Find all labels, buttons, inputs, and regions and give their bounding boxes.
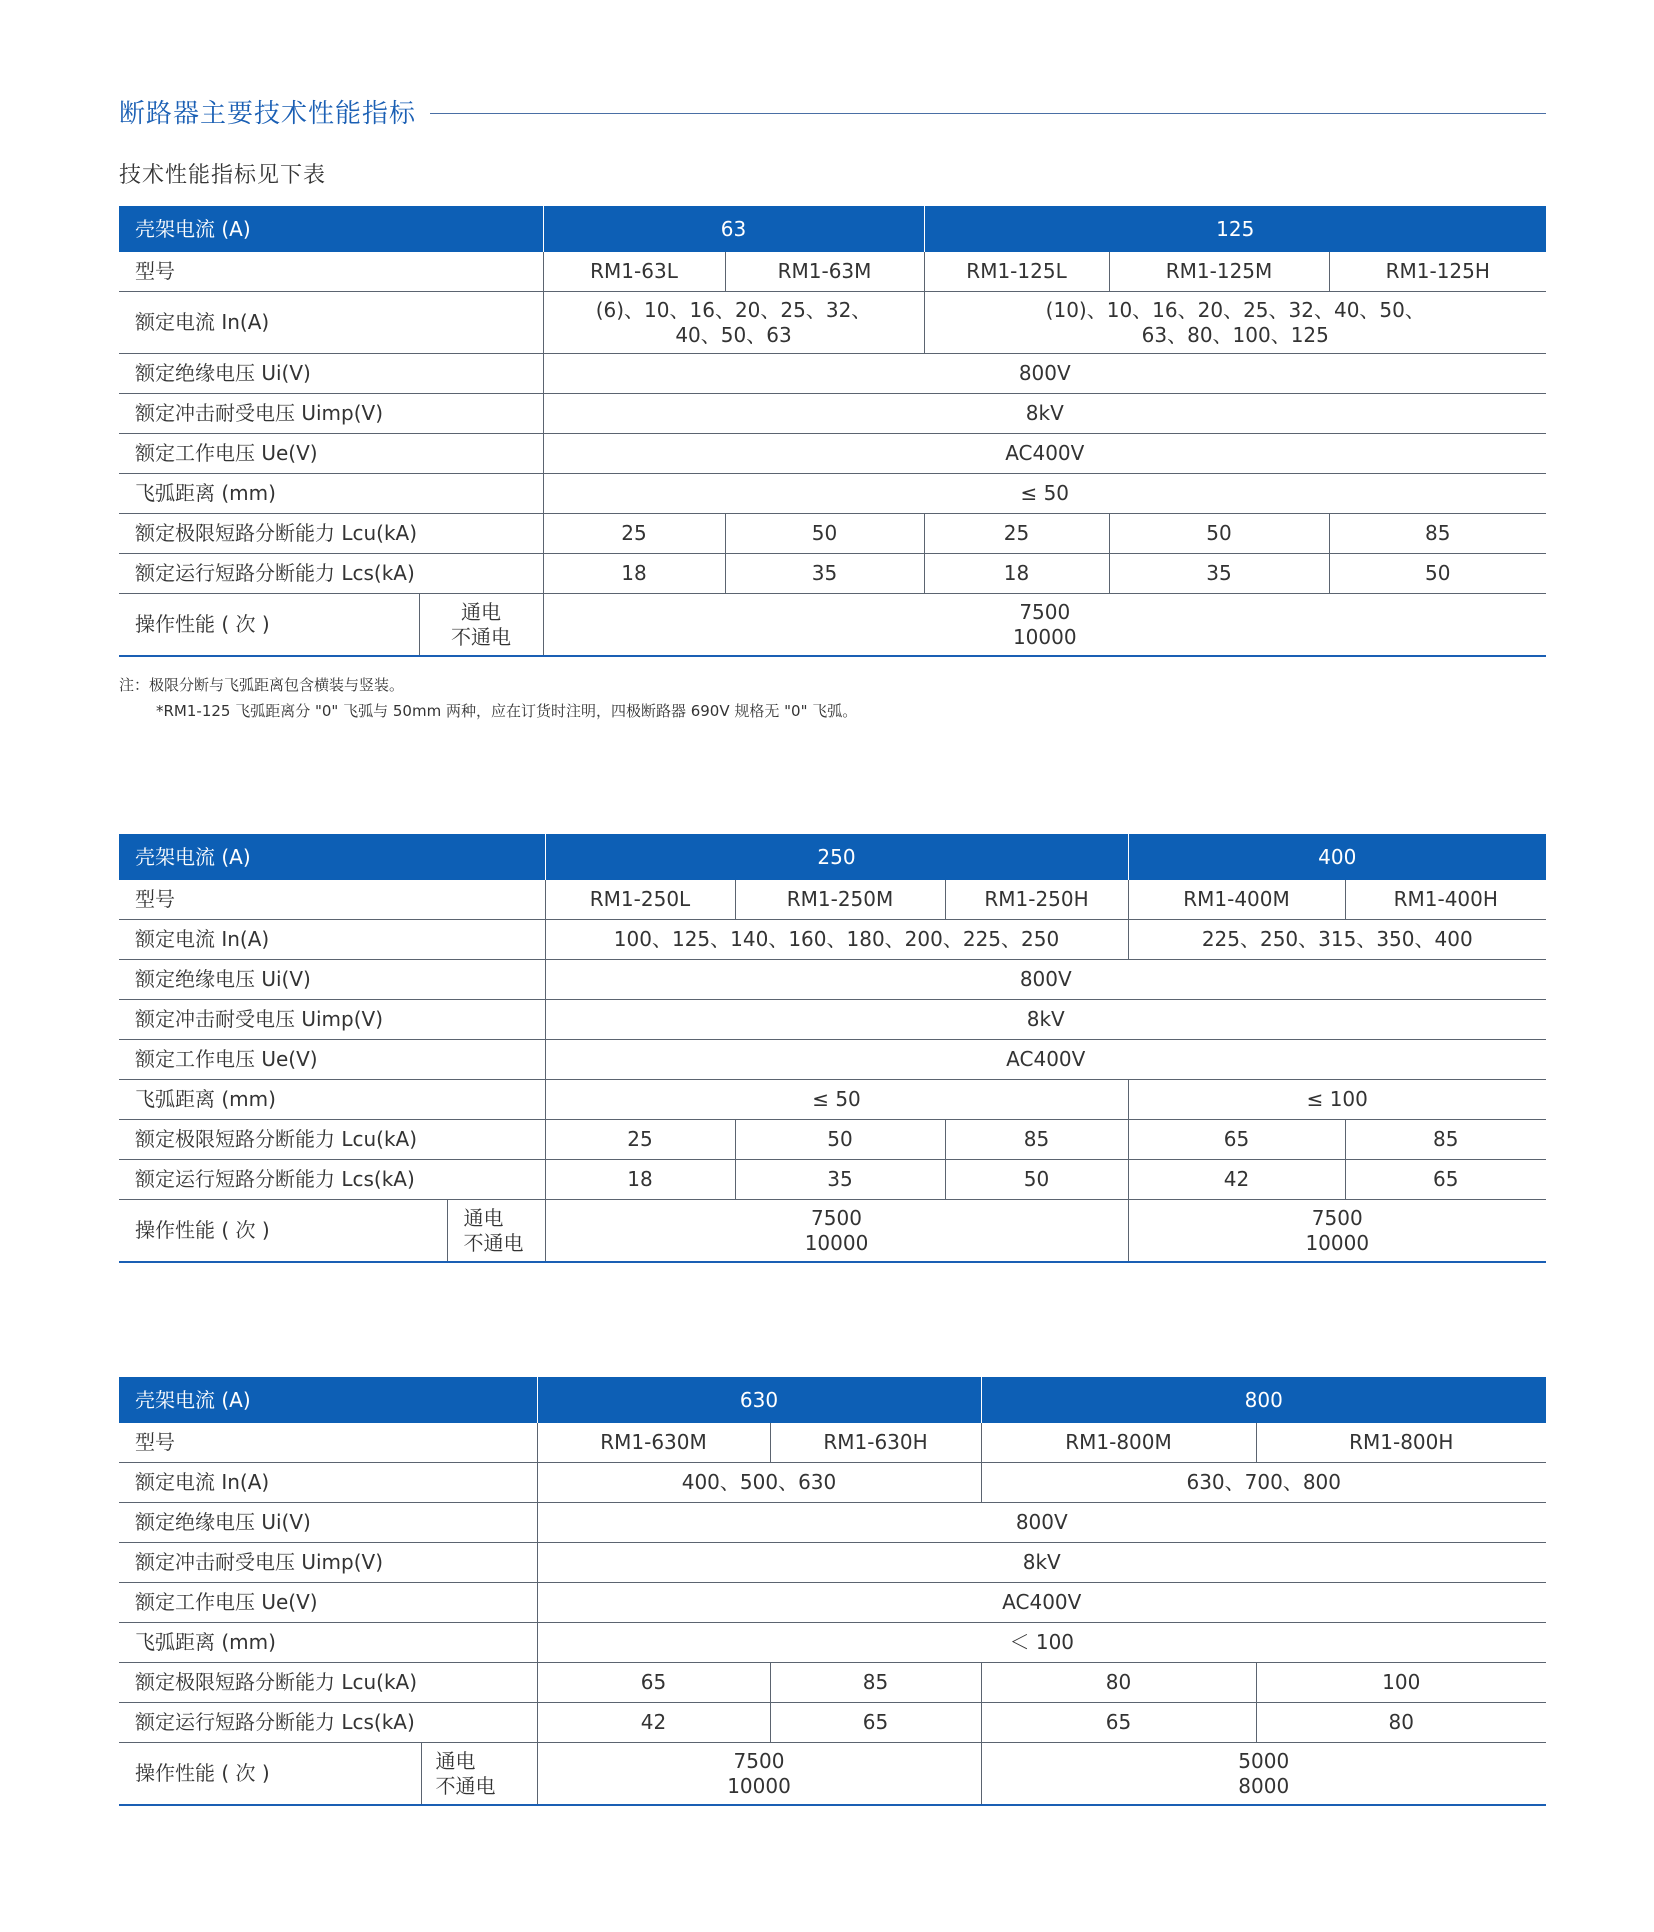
value-line: 10000	[1012, 624, 1077, 649]
uimp-value: 8kV	[537, 1543, 1546, 1583]
ue-label: 额定工作电压 Ue(V)	[119, 434, 543, 474]
model-cell: RM1-63L	[543, 252, 725, 292]
model-label: 型号	[119, 252, 543, 292]
table-header-row	[119, 206, 1546, 252]
lcs-cell: 50	[945, 1160, 1128, 1200]
frame-125: 125	[924, 206, 1546, 252]
lcu-cell: 85	[1329, 514, 1546, 554]
ue-value: AC400V	[537, 1583, 1546, 1623]
table-row	[119, 514, 1546, 554]
arc-label: 飞弧距离 (mm)	[119, 1623, 537, 1663]
powered-label: 通电	[463, 1205, 504, 1230]
frame-label: 壳架电流 (A)	[119, 1377, 537, 1423]
frame-630: 630	[537, 1377, 981, 1423]
rated-current-label: 额定电流 In(A)	[119, 920, 545, 960]
frame-400: 400	[1128, 834, 1546, 880]
table-row	[119, 1080, 1546, 1120]
lcu-cell: 80	[981, 1663, 1256, 1703]
lcu-cell: 85	[945, 1120, 1128, 1160]
model-label: 型号	[119, 1423, 537, 1463]
ops-value	[543, 594, 1546, 657]
ui-label: 额定绝缘电压 Ui(V)	[119, 1503, 537, 1543]
section-title-text: 断路器主要技术性能指标	[119, 99, 417, 129]
value-line: 10000	[1305, 1230, 1370, 1255]
title-divider	[430, 113, 1546, 114]
table-row	[119, 434, 1546, 474]
table-row	[119, 292, 1546, 354]
table-row	[119, 960, 1546, 1000]
model-cell: RM1-250M	[735, 880, 945, 920]
lcs-cell: 50	[1329, 554, 1546, 594]
value-line: 63、80、100、125	[1141, 322, 1329, 347]
table-row	[119, 1200, 1546, 1263]
model-cell: RM1-400H	[1345, 880, 1546, 920]
model-cell: RM1-250L	[545, 880, 735, 920]
table-row	[119, 1623, 1546, 1663]
table-row	[119, 1663, 1546, 1703]
ui-label: 额定绝缘电压 Ui(V)	[119, 960, 545, 1000]
table-row	[119, 880, 1546, 920]
powered-label: 通电	[461, 599, 501, 624]
ops-250-value	[545, 1200, 1128, 1263]
value-line: (10)、10、16、20、25、32、40、50、	[1045, 297, 1425, 322]
model-cell: RM1-63M	[725, 252, 924, 292]
lcs-cell: 65	[770, 1703, 981, 1743]
value-line: 7500	[1311, 1205, 1363, 1230]
value-line: 7500	[733, 1748, 785, 1773]
frame-800: 800	[981, 1377, 1546, 1423]
ops-400-value	[1128, 1200, 1546, 1263]
table-row	[119, 1503, 1546, 1543]
note-line: *RM1-125 飞弧距离分 "0" 飞弧与 50mm 两种，应在订货时注明，四极断路器 690V 规格无 "0" 飞弧。	[156, 702, 858, 720]
model-cell: RM1-630H	[770, 1423, 981, 1463]
rated-current-800: 630、700、800	[981, 1463, 1546, 1503]
table-row	[119, 1120, 1546, 1160]
table-header-row	[119, 834, 1546, 880]
ops-800-value	[981, 1743, 1546, 1806]
rated-current-63	[543, 292, 924, 354]
ue-value: AC400V	[545, 1040, 1546, 1080]
unpowered-label: 不通电	[451, 624, 511, 649]
lcu-cell: 65	[537, 1663, 770, 1703]
lcs-label: 额定运行短路分断能力 Lcs(kA)	[119, 554, 543, 594]
lcs-cell: 65	[981, 1703, 1256, 1743]
arc-250: ≤ 50	[545, 1080, 1128, 1120]
table-row	[119, 594, 1546, 657]
value-line: 8000	[1238, 1773, 1290, 1798]
table-row	[119, 554, 1546, 594]
lcu-label: 额定极限短路分断能力 Lcu(kA)	[119, 1120, 545, 1160]
model-cell: RM1-400M	[1128, 880, 1345, 920]
table-row	[119, 474, 1546, 514]
rated-current-label: 额定电流 In(A)	[119, 1463, 537, 1503]
lcs-cell: 35	[735, 1160, 945, 1200]
ops-conditions	[419, 594, 543, 657]
table-row	[119, 920, 1546, 960]
ops-conditions	[447, 1200, 545, 1263]
model-cell: RM1-630M	[537, 1423, 770, 1463]
lcu-cell: 25	[924, 514, 1109, 554]
note-line: 注：极限分断与飞弧距离包含横装与竖装。	[119, 676, 405, 694]
table-row	[119, 1463, 1546, 1503]
table-row	[119, 252, 1546, 292]
value-line: 10000	[804, 1230, 869, 1255]
section-title	[119, 93, 1546, 130]
ue-value: AC400V	[543, 434, 1546, 474]
model-cell: RM1-800H	[1256, 1423, 1546, 1463]
table-row	[119, 1583, 1546, 1623]
lcu-cell: 50	[725, 514, 924, 554]
lcu-cell: 25	[543, 514, 725, 554]
ops-label: 操作性能 ( 次 )	[119, 1200, 447, 1263]
arc-value: ≤ 50	[543, 474, 1546, 514]
lcs-cell: 35	[1109, 554, 1329, 594]
table-row	[119, 1703, 1546, 1743]
rated-current-400: 225、250、315、350、400	[1128, 920, 1546, 960]
arc-value: ＜ 100	[537, 1623, 1546, 1663]
lcu-cell: 85	[1345, 1120, 1546, 1160]
lcu-cell: 100	[1256, 1663, 1546, 1703]
value-line: 40、50、63	[675, 322, 792, 347]
model-cell: RM1-800M	[981, 1423, 1256, 1463]
table-header-row	[119, 1377, 1546, 1423]
lcs-cell: 80	[1256, 1703, 1546, 1743]
model-label: 型号	[119, 880, 545, 920]
rated-current-250: 100、125、140、160、180、200、225、250	[545, 920, 1128, 960]
table-row	[119, 394, 1546, 434]
frame-250: 250	[545, 834, 1128, 880]
table-row	[119, 354, 1546, 394]
lcu-cell: 65	[1128, 1120, 1345, 1160]
model-cell: RM1-125M	[1109, 252, 1329, 292]
ue-label: 额定工作电压 Ue(V)	[119, 1583, 537, 1623]
table-row	[119, 1743, 1546, 1806]
rated-current-label: 额定电流 In(A)	[119, 292, 543, 354]
table-row	[119, 1423, 1546, 1463]
lcs-cell: 35	[725, 554, 924, 594]
lcu-cell: 25	[545, 1120, 735, 1160]
uimp-label: 额定冲击耐受电压 Uimp(V)	[119, 1543, 537, 1583]
table-row	[119, 1000, 1546, 1040]
table-note	[119, 672, 857, 724]
frame-label: 壳架电流 (A)	[119, 834, 545, 880]
value-line: 7500	[811, 1205, 862, 1230]
value-line: (6)、10、16、20、25、32、	[595, 297, 872, 322]
value-line: 10000	[727, 1773, 791, 1798]
ui-value: 800V	[537, 1503, 1546, 1543]
ops-630-value	[537, 1743, 981, 1806]
ui-value: 800V	[545, 960, 1546, 1000]
model-cell: RM1-250H	[945, 880, 1128, 920]
lcs-cell: 65	[1345, 1160, 1546, 1200]
uimp-value: 8kV	[543, 394, 1546, 434]
ui-label: 额定绝缘电压 Ui(V)	[119, 354, 543, 394]
lcs-cell: 42	[1128, 1160, 1345, 1200]
unpowered-label: 不通电	[463, 1230, 524, 1255]
powered-label: 通电	[435, 1748, 476, 1773]
frame-label: 壳架电流 (A)	[119, 206, 543, 252]
value-line: 5000	[1238, 1748, 1290, 1773]
model-cell: RM1-125L	[924, 252, 1109, 292]
uimp-label: 额定冲击耐受电压 Uimp(V)	[119, 394, 543, 434]
rated-current-125	[924, 292, 1546, 354]
value-line: 7500	[1019, 599, 1071, 624]
page-subtitle: 技术性能指标见下表	[119, 163, 327, 188]
ue-label: 额定工作电压 Ue(V)	[119, 1040, 545, 1080]
ui-value: 800V	[543, 354, 1546, 394]
rated-current-630: 400、500、630	[537, 1463, 981, 1503]
lcs-cell: 18	[545, 1160, 735, 1200]
spec-table-63-125	[119, 206, 1546, 657]
lcs-cell: 18	[543, 554, 725, 594]
lcs-cell: 18	[924, 554, 1109, 594]
table-row	[119, 1040, 1546, 1080]
arc-label: 飞弧距离 (mm)	[119, 474, 543, 514]
lcu-cell: 85	[770, 1663, 981, 1703]
spec-table-630-800	[119, 1377, 1546, 1806]
lcs-label: 额定运行短路分断能力 Lcs(kA)	[119, 1160, 545, 1200]
lcs-label: 额定运行短路分断能力 Lcs(kA)	[119, 1703, 537, 1743]
ops-label: 操作性能 ( 次 )	[119, 1743, 421, 1806]
model-cell: RM1-125H	[1329, 252, 1546, 292]
arc-400: ≤ 100	[1128, 1080, 1546, 1120]
lcs-cell: 42	[537, 1703, 770, 1743]
frame-63: 63	[543, 206, 924, 252]
lcu-cell: 50	[1109, 514, 1329, 554]
ops-conditions	[421, 1743, 537, 1806]
arc-label: 飞弧距离 (mm)	[119, 1080, 545, 1120]
ops-label: 操作性能 ( 次 )	[119, 594, 419, 657]
spec-table-250-400	[119, 834, 1546, 1263]
lcu-label: 额定极限短路分断能力 Lcu(kA)	[119, 1663, 537, 1703]
uimp-label: 额定冲击耐受电压 Uimp(V)	[119, 1000, 545, 1040]
table-row	[119, 1543, 1546, 1583]
uimp-value: 8kV	[545, 1000, 1546, 1040]
unpowered-label: 不通电	[435, 1773, 496, 1798]
lcu-label: 额定极限短路分断能力 Lcu(kA)	[119, 514, 543, 554]
lcu-cell: 50	[735, 1120, 945, 1160]
table-row	[119, 1160, 1546, 1200]
